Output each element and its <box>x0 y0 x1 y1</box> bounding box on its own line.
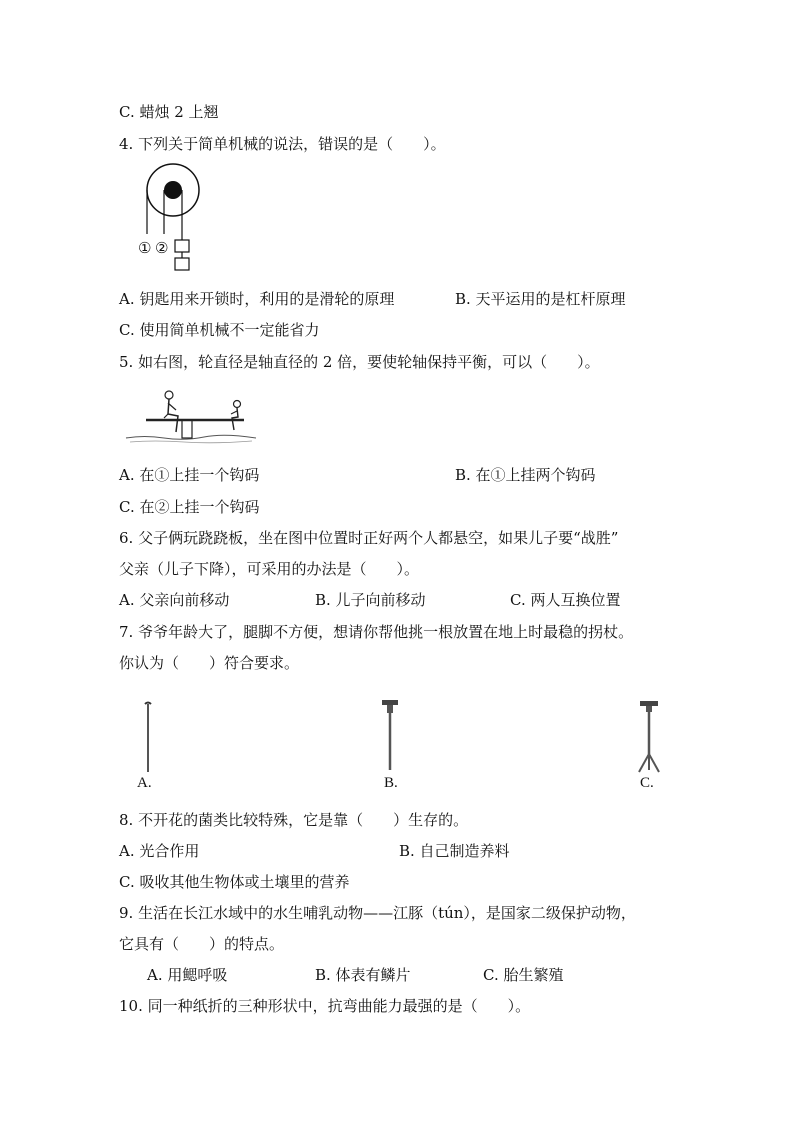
cane-b-caption: B. <box>384 775 398 791</box>
q5-option-b: B. 在①上挂两个钩码 <box>455 466 596 484</box>
q9-option-b: B. 体表有鳞片 <box>315 966 411 984</box>
label-circle-1: ① <box>138 239 152 257</box>
q4-option-a: A. 钥匙用来开锁时，利用的是滑轮的原理 <box>119 290 395 308</box>
cane-b-figure <box>378 698 402 772</box>
q8-stem: 8. 不开花的菌类比较特殊，它是靠（ ）生存的。 <box>119 811 469 829</box>
cane-c-figure <box>634 700 664 774</box>
q8-option-c: C. 吸收其他生物体或土壤里的营养 <box>119 873 350 891</box>
cane-a-caption: A. <box>137 775 152 791</box>
q5-option-a: A. 在①上挂一个钩码 <box>119 466 260 484</box>
q7-stem-line1: 7. 爷爷年龄大了，腿脚不方便，想请你帮他挑一根放置在地上时最稳的拐杖。 <box>119 623 634 641</box>
q6-option-b: B. 儿子向前移动 <box>315 591 426 609</box>
q7-stem-line2: 你认为（ ）符合要求。 <box>119 654 300 672</box>
q10-stem: 10. 同一种纸折的三种形状中，抗弯曲能力最强的是（ ）。 <box>119 997 531 1015</box>
q9-stem-line1: 9. 生活在长江水域中的水生哺乳动物——江豚（tún），是国家二级保护动物， <box>119 904 636 922</box>
q3-option-c: C. 蜡烛 2 上翘 <box>119 103 219 121</box>
q4-stem: 4. 下列关于简单机械的说法，错误的是（ ）。 <box>119 135 446 153</box>
q4-option-c: C. 使用简单机械不一定能省力 <box>119 321 320 339</box>
q9-stem-line2: 它具有（ ）的特点。 <box>119 935 285 953</box>
q4-option-b: B. 天平运用的是杠杆原理 <box>455 290 626 308</box>
q9-option-c: C. 胎生繁殖 <box>483 966 564 984</box>
q5-option-c: C. 在②上挂一个钩码 <box>119 498 260 516</box>
label-circle-2: ② <box>155 239 169 257</box>
q5-stem: 5. 如右图，轮直径是轴直径的 2 倍，要使轮轴保持平衡，可以（ ）。 <box>119 353 600 371</box>
seesaw-figure <box>124 386 260 446</box>
q8-option-b: B. 自己制造养料 <box>399 842 510 860</box>
cane-a-figure <box>138 700 158 774</box>
wheel-axle-figure <box>136 162 206 276</box>
cane-c-caption: C. <box>640 775 654 791</box>
q6-option-c: C. 两人互换位置 <box>510 591 621 609</box>
q6-stem-line1: 6. 父子俩玩跷跷板，坐在图中位置时正好两个人都悬空，如果儿子要“战胜” <box>119 529 619 547</box>
q9-option-a: A. 用鳃呼吸 <box>147 966 228 984</box>
q8-option-a: A. 光合作用 <box>119 842 200 860</box>
q6-stem-line2: 父亲（儿子下降），可采用的办法是（ ）。 <box>119 560 420 578</box>
q6-option-a: A. 父亲向前移动 <box>119 591 230 609</box>
